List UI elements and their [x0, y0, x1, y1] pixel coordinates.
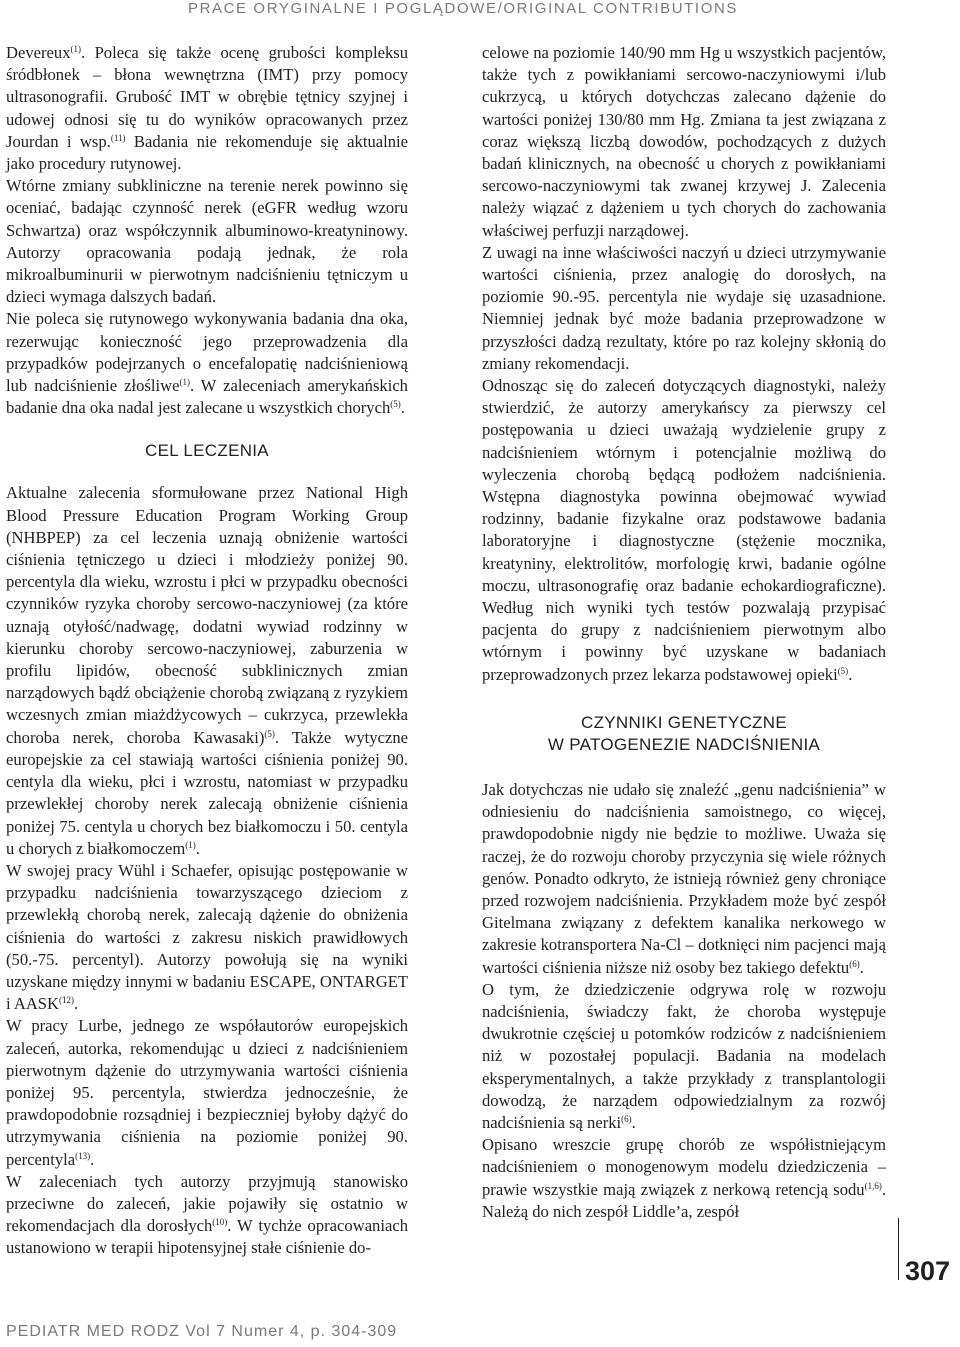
paragraph: Z uwagi na inne właściwości naczyń u dzieci utrzymywanie wartości ciśnienia, przez analogię do dorosłych, na poziomie 90.-95. percentyla nie wydaje się uzasadnione. Niemniej jednak być może badania przeprowadzone w przyszłości dadzą rezultaty, które po raz kolejny skłonią do zmiany rekomendacji. [482, 242, 886, 373]
heading-line: CZYNNIKI GENETYCZNE [581, 712, 787, 732]
citation: (1) [179, 377, 190, 388]
citation: (1) [185, 839, 196, 850]
paragraph: Opisano wreszcie grupę chorób ze współistniejącym nadciśnieniem o monogenowym modelu dziedziczenia – prawie wszystkie mają związek z nerkową retencją sodu$^{(1,6)}$. Należą do nich zespół Liddle’a, zespół [482, 1135, 886, 1221]
right-column [482, 42, 886, 1223]
paragraph: Nie poleca się rutynowego wykonywania badania dna oka, rezerwując konieczność jego przeprowadzenia dla przypadków podejrzanych o encefalopatię nadciśnieniową lub nadciśnienie złośliwe$^{(1)}$. W zaleceniach amerykańskich badanie dna oka nadal jest zalecane u wszystkich chorych$^{(5)}$. [6, 309, 408, 418]
paragraph: O tym, że dziedziczenie odgrywa rolę w rozwoju nadciśnienia, świadczy fakt, że choroba występuje dwukrotnie częściej u potomków rodziców z nadciśnieniem niż w pozostałej populacji. Badania na modelach eksperymentalnych, a także przykłady z transplantologii dowodzą, że narządem odpowiedzialnym za rozwój nadciśnienia są nerki$^{(6)}$. [482, 979, 886, 1132]
citation: (5) [264, 728, 275, 739]
citation: (6) [849, 958, 860, 969]
paragraph: W zaleceniach tych autorzy przyjmują stanowisko przeciwne do zaleceń, jakie pojawiły się ostatnio w rekomendacjach dla dorosłych$^{(10)}$. W tychże opracowaniach ustanowiono w terapii hipotensyjnej stałe ciśnienie do- [6, 1171, 408, 1258]
paragraph: W swojej pracy Wühl i Schaefer, opisując postępowanie w przypadku nadciśnienia towarzyszącego dzieciom z przewlekłą chorobą nerek, zalecają dążenie do obniżenia ciśnienia do wartości z zakresu niskich prawidłowych (50.-75. percentyl). Autorzy powołują się na wyniki uzyskane między innymi w badaniu ESCAPE, ONTARGET i AASK$^{(12)}$. [6, 860, 408, 1014]
citation: (13) [75, 1150, 91, 1161]
journal-footer: PEDIATR MED RODZ Vol 7 Numer 4, p. 304-309 [6, 1323, 398, 1340]
section-heading: CEL LECZENIA [145, 441, 269, 461]
citation: (5) [837, 665, 849, 676]
paragraph: Devereux$^{(1)}$. Poleca się także ocenę grubości kompleksu śródbłonek – błona wewnętrzna (IMT) przy pomocy ultrasonografii. Grubość IMT w obrębie tętnicy szyjnej i udowej odnosi się tu do wyników opracowanych przez Jourdan i wsp.$^{(11)}$ Badania nie rekomenduje się aktualnie jako procedury rutynowej. [6, 43, 408, 174]
citation: (1) [70, 44, 81, 54]
citation: (12) [59, 995, 75, 1006]
heading-line: W PATOGENEZIE NADCIŚNIENIA [547, 734, 821, 754]
paragraph: Jak dotychczas nie udało się znaleźć „genu nadciśnienia” w odniesieniu do nadciśnienia samoistnego, co więcej, prawdopodobnie nigdy nie będzie to możliwe. Uważa się raczej, że do rozwoju choroby przyczynia się wiele różnych genów. Ponadto odkryto, że istnieją również geny chroniące przed rozwojem nadciśnienia. Przykładem może być zespół Gitelmana związany z defektem kanalika nerkowego w zakresie kotransportera Na-Cl – dotknięci nim pacjenci mają wartości ciśnienia niższe niż osoby bez takiego defektu$^{(6)}$. [482, 779, 886, 977]
section-heading [482, 712, 886, 756]
paragraph: Wtórne zmiany subkliniczne na terenie nerek powinno się oceniać, badając czynność nerek (eGFR według wzoru Schwartza) oraz współczynnik albuminowo-kreatyninowy. Autorzy opracowania podają jednak, że rola mikroalbuminurii w pierwotnym nadciśnieniu tętniczym u dzieci wymaga dalszych badań. [6, 176, 408, 307]
page-number-rule [898, 1218, 899, 1280]
page-number: 307 [905, 1256, 951, 1286]
citation: (6) [621, 1113, 632, 1124]
citation: (11) [110, 132, 126, 143]
citation: (10) [212, 1217, 228, 1228]
paragraph: W pracy Lurbe, jednego ze współautorów europejskich zaleceń, autorka, rekomendując u dzieci z nadciśnieniem pierwotnym dążenie do utrzymywania wartości ciśnienia poniżej 95. percentyla, stwierdza jednocześnie, że prawdopodobnie rozsądniej i bezpieczniej byłoby dążyć do utrzymywania ciśnienia na poziomie poniżej 90. percentyla$^{(13)}$. [6, 1016, 408, 1169]
citation: (5) [390, 399, 401, 410]
citation: (1,6) [864, 1180, 882, 1191]
running-header: PRACE ORYGINALNE I POGLĄDOWE/ORIGINAL CONTRIBUTIONS [187, 0, 738, 17]
paragraph: celowe na poziomie 140/90 mm Hg u wszystkich pacjentów, także tych z powikłaniami sercowo-naczyniowymi i/lub cukrzycą, u których dotychczas zalecano dążenie do wartości poniżej 130/80 mm Hg. Zmiana ta jest związana z coraz większą liczbą dowodów, pochodzących z dużych badań klinicznych, na obecność u chorych z powikłaniami sercowo-naczyniowymi tak zwanej krzywej J. Zalecenia należy wiązać z dążeniem u tych chorych do zachowania właściwej perfuzji narządowej. [482, 43, 886, 240]
paragraph: Aktualne zalecenia sformułowane przez National High Blood Pressure Education Program Working Group (NHBPEP) za cel leczenia uznają obniżenie wartości ciśnienia tętniczego u dzieci i młodzieży poniżej 90. percentyla dla wieku, wzrostu i płci w przypadku obecności czynników ryzyka choroby sercowo-naczyniowej (za które uznają otyłość/nadwagę, dodatni wywiad rodzinny w kierunku choroby sercowo-naczyniowej, zaburzenia w profilu lipidów, obecność subklinicznych zmian narządowych bądź obciążenie chorobą związaną z ryzykiem wczesnych zmian miażdżycowych – cukrzyca, przewlekła choroba nerek, choroba Kawasaki)$^{(5)}$. Także wytyczne europejskie za cel stawiają wartości ciśnienia poniżej 90. centyla dla wieku, płci i wzrostu, natomiast w przypadku przewlekłej choroby nerek zalecają obniżenie ciśnienia poniżej 75. centyla u chorych bez białkomoczu i 50. centyla u chorych z białkomoczem$^{(1)}$. [6, 483, 408, 858]
paragraph: Odnosząc się do zaleceń dotyczących diagnostyki, należy stwierdzić, że autorzy amerykańscy za pierwszy cel postępowania u dzieci uważają wydzielenie grupy z nadciśnieniem wtórnym i potencjalnie możliwą do wyleczenia chorobą będącą podłożem nadciśnienia. Wstępna diagnostyka powinna obejmować wywiad rodzinny, badanie fizykalne oraz podstawowe badania laboratoryjne i diagnostyczne (stężenie mocznika, kreatyniny, elektrolitów, morfologię krwi, badanie ogólne moczu, ultrasonografię oraz badanie echokardiograficzne). Według nich wyniki tych testów pozwalają przypisać pacjenta do grupy z nadciśnieniem pierwotnym albo wtórnym i powinny być uzyskane w badaniach przeprowadzonych przez lekarza podstawowej opieki$^{(5)}$. [482, 376, 886, 684]
left-column [6, 42, 408, 1260]
